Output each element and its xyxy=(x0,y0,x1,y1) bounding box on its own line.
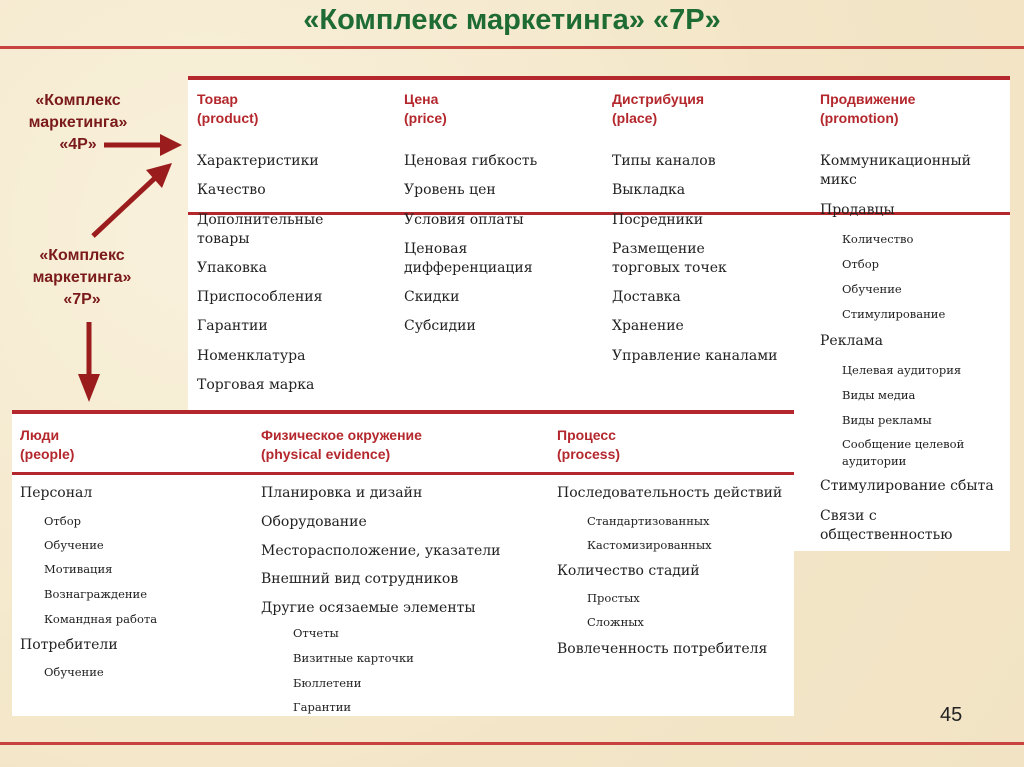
list-item: Условия оплаты xyxy=(404,212,524,228)
list-item: Персонал xyxy=(20,485,93,501)
list-subitem: Сложных xyxy=(587,615,644,629)
list-subitem: Мотивация xyxy=(44,562,113,576)
list-item: Оборудование xyxy=(261,514,367,530)
arrow-7p-down-head xyxy=(78,374,100,402)
column-title: Люди xyxy=(20,427,60,443)
column-subtitle: (price) xyxy=(404,110,447,126)
list-item: Гарантии xyxy=(197,318,268,334)
page-number: 45 xyxy=(940,704,963,726)
list-item: Количество стадий xyxy=(557,563,700,579)
list-subitem: Простых xyxy=(587,591,640,605)
column-title: Продвижение xyxy=(820,91,916,107)
label-4p-line: «4P» xyxy=(59,136,97,153)
list-item: Упаковка xyxy=(197,260,267,276)
list-subitem: Визитные карточки xyxy=(293,651,414,665)
column-subtitle: (promotion) xyxy=(820,110,899,126)
list-subitem: Командная работа xyxy=(44,612,158,626)
column-subtitle: (product) xyxy=(197,110,259,126)
list-item: Ценовая xyxy=(404,241,468,257)
column-subtitle: (physical evidence) xyxy=(261,446,391,462)
list-subitem: Количество xyxy=(842,232,914,246)
list-item: Посредники xyxy=(612,212,704,228)
list-item: товары xyxy=(197,231,250,247)
list-item: Другие осязаемые элементы xyxy=(261,600,476,616)
list-item: дифференциация xyxy=(404,260,533,276)
list-item: Приспособления xyxy=(197,289,323,305)
label-4p-line: маркетинга» xyxy=(28,114,128,131)
list-subitem: Целевая аудитория xyxy=(842,363,962,377)
list-item: Ценовая гибкость xyxy=(404,153,538,169)
list-item: Последовательность действий xyxy=(557,485,783,501)
column-subtitle: (people) xyxy=(20,446,75,462)
slide-title: «Комплекс маркетинга» «7Р» xyxy=(303,4,721,36)
list-subitem: Отбор xyxy=(44,514,81,528)
list-subitem: Обучение xyxy=(44,665,104,679)
label-4p-line: «Комплекс xyxy=(35,92,121,109)
list-subitem: Обучение xyxy=(842,282,902,296)
list-subitem: Обучение xyxy=(44,538,104,552)
list-item: Управление каналами xyxy=(612,348,778,364)
list-item: Субсидии xyxy=(404,318,476,334)
column-title: Дистрибуция xyxy=(612,91,705,107)
list-item: Коммуникационный xyxy=(820,153,971,169)
list-item: Хранение xyxy=(612,318,684,334)
list-item: Скидки xyxy=(404,289,460,305)
list-item: Торговая марка xyxy=(197,377,315,393)
list-item: Дополнительные xyxy=(197,212,324,228)
list-item: Стимулирование сбыта xyxy=(820,478,994,494)
list-item: Номенклатура xyxy=(197,348,306,364)
list-subitem: Кастомизированных xyxy=(587,538,712,552)
list-item: Характеристики xyxy=(197,153,319,169)
list-item: микс xyxy=(820,172,857,188)
list-subitem: Стандартизованных xyxy=(587,514,710,528)
list-item: Продавцы xyxy=(820,202,895,218)
list-item: Типы каналов xyxy=(612,153,716,169)
list-item: Доставка xyxy=(612,289,681,305)
list-item: Качество xyxy=(197,182,266,198)
list-item: Уровень цен xyxy=(404,182,496,198)
label-7p-line: «7P» xyxy=(63,291,101,308)
list-subitem: Сообщение целевой xyxy=(842,437,965,451)
column-title: Физическое окружение xyxy=(261,427,422,443)
list-item: Выкладка xyxy=(612,182,686,198)
list-item: торговых точек xyxy=(612,260,727,276)
column-title: Товар xyxy=(197,91,238,107)
list-item: общественностью xyxy=(820,527,953,543)
list-subitem: Виды медиа xyxy=(842,388,916,402)
list-item: Связи с xyxy=(820,508,877,524)
list-item: Месторасположение, указатели xyxy=(261,543,501,559)
arrow-4p-head xyxy=(160,134,182,156)
list-item: Внешний вид сотрудников xyxy=(261,571,459,587)
list-subitem: Отчеты xyxy=(293,626,339,640)
arrow-7p-diagonal-line xyxy=(93,178,155,236)
list-subitem: Гарантии xyxy=(293,700,352,714)
column-title: Процесс xyxy=(557,427,616,443)
list-item: Реклама xyxy=(820,333,883,349)
list-subitem: аудитории xyxy=(842,454,907,468)
list-subitem: Отбор xyxy=(842,257,879,271)
list-subitem: Стимулирование xyxy=(842,307,946,321)
label-7p-line: «Комплекс xyxy=(39,247,125,264)
column-subtitle: (place) xyxy=(612,110,658,126)
list-subitem: Бюллетени xyxy=(293,676,362,690)
list-item: Размещение xyxy=(612,241,705,257)
list-item: Планировка и дизайн xyxy=(261,485,423,501)
label-7p-line: маркетинга» xyxy=(32,269,132,286)
list-subitem: Виды рекламы xyxy=(842,413,932,427)
column-subtitle: (process) xyxy=(557,446,621,462)
list-subitem: Вознаграждение xyxy=(44,587,148,601)
column-title: Цена xyxy=(404,91,439,107)
list-item: Потребители xyxy=(20,637,118,653)
list-item: Вовлеченность потребителя xyxy=(557,641,768,657)
